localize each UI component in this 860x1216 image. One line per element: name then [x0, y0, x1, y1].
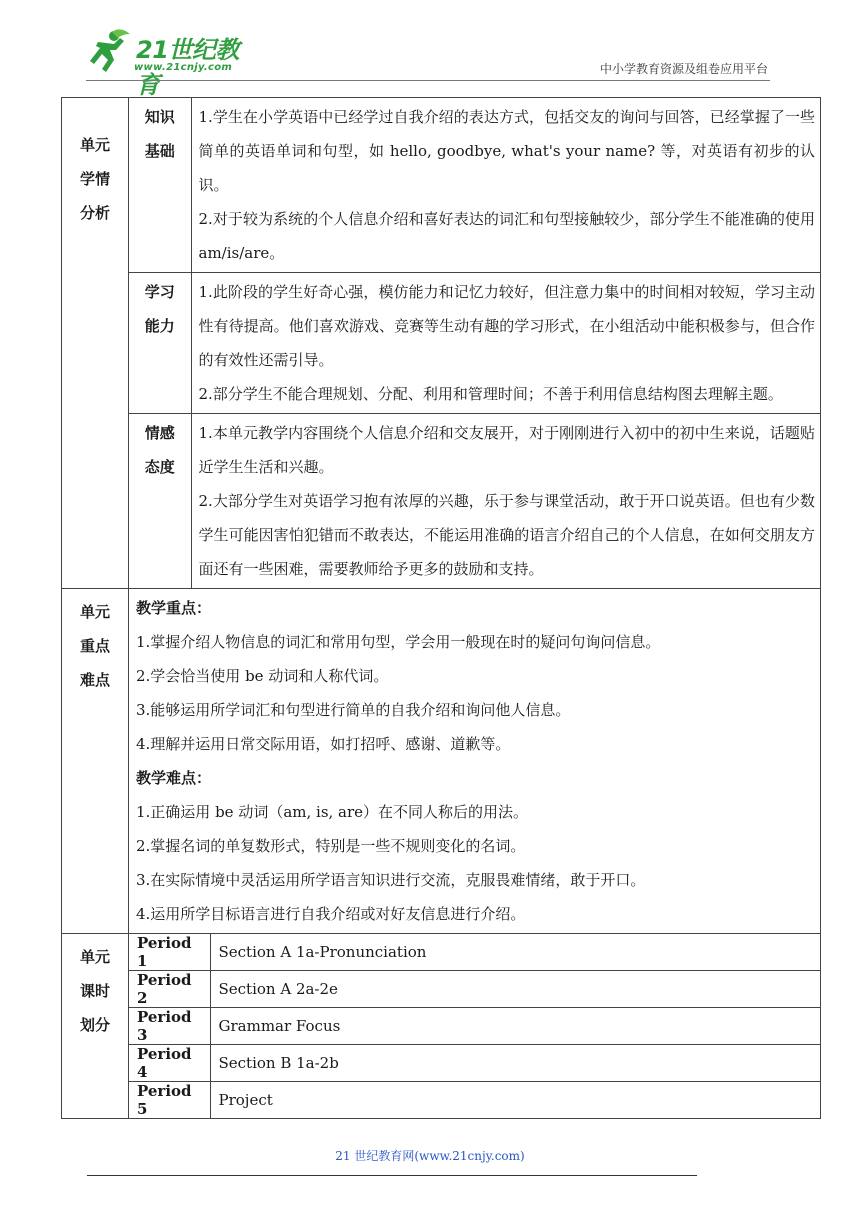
period-row — [129, 971, 821, 1008]
difficult-title: 教学难点： — [136, 769, 212, 787]
knowledge-label: 知识 基础 — [129, 98, 191, 273]
analysis-subtable — [129, 98, 821, 588]
periods-section — [62, 934, 821, 1119]
ability-content — [191, 273, 821, 414]
analysis-row-knowledge — [129, 98, 821, 273]
periods-subtable — [129, 934, 821, 1118]
period-number: Period 1 — [129, 934, 210, 971]
paragraph: 1.此阶段的学生好奇心强，模仿能力和记忆力较好，但注意力集中的时间相对较短，学习主动性有待提高。他们喜欢游戏、竞赛等生动有趣的学习形式，在小组活动中能积极参与，但合作的有效性还需引导。 — [198, 283, 815, 369]
paragraph: 2.部分学生不能合理规划、分配、利用和管理时间；不善于利用信息结构图去理解主题。 — [198, 385, 783, 403]
period-number: Period 5 — [129, 1082, 210, 1119]
analysis-label: 单元 学情 分析 — [62, 98, 129, 589]
knowledge-content — [191, 98, 821, 273]
runner-logo-icon — [84, 28, 132, 74]
difficult-item: 1.正确运用 be 动词（am, is, are）在不同人称后的用法。 — [136, 803, 529, 821]
paragraph: 1.学生在小学英语中已经学过自我介绍的表达方式，包括交友的询问与回答，已经掌握了一些简单的英语单词和句型，如 hello, goodbye, what's your name? 等，对英语有初步的认识。 — [198, 108, 815, 194]
focus-item: 1.掌握介绍人物信息的词汇和常用句型，学会用一般现在时的疑问句询问信息。 — [136, 633, 661, 651]
paragraph: 2.大部分学生对英语学习抱有浓厚的兴趣，乐于参与课堂活动，敢于开口说英语。但也有少数学生可能因害怕犯错而不敢表达，不能运用准确的语言介绍自己的个人信息，在如何交朋友方面还有一些困难，需要教师给予更多的鼓励和支持。 — [198, 492, 815, 578]
period-row — [129, 1045, 821, 1082]
keypoints-content — [129, 589, 821, 934]
keypoints-label: 单元 重点 难点 — [62, 589, 129, 934]
period-row — [129, 1082, 821, 1119]
logo-url: www.21cnjy.com — [134, 62, 233, 73]
period-row — [129, 934, 821, 971]
unit-plan-table — [61, 97, 821, 1119]
attitude-content — [191, 414, 821, 589]
analysis-row-ability — [129, 273, 821, 414]
paragraph: 1.本单元教学内容围绕个人信息介绍和交友展开，对于刚刚进行入初中的初中生来说，话题贴近学生生活和兴趣。 — [198, 424, 815, 476]
period-number: Period 4 — [129, 1045, 210, 1082]
analysis-row-attitude — [129, 414, 821, 589]
periods-label: 单元 课时 划分 — [62, 934, 129, 1119]
difficult-item: 2.掌握名词的单复数形式，特别是一些不规则变化的名词。 — [136, 837, 526, 855]
attitude-label: 情感 态度 — [129, 414, 191, 589]
focus-item: 4.理解并运用日常交际用语，如打招呼、感谢、道歉等。 — [136, 735, 511, 753]
period-content: Project — [210, 1082, 821, 1119]
keypoints-section — [62, 589, 821, 934]
analysis-section — [62, 98, 821, 589]
period-content: Section B 1a-2b — [210, 1045, 821, 1082]
focus-title: 教学重点： — [136, 599, 212, 617]
footer-divider — [87, 1175, 697, 1176]
footer-link[interactable]: 21 世纪教育网(www.21cnjy.com) — [335, 1149, 525, 1163]
difficult-item: 4.运用所学目标语言进行自我介绍或对好友信息进行介绍。 — [136, 905, 526, 923]
difficult-item: 3.在实际情境中灵活运用所学语言知识进行交流，克服畏难情绪，敢于开口。 — [136, 871, 646, 889]
logo-text: 21世纪教育 — [136, 36, 239, 99]
logo — [84, 28, 254, 99]
focus-item: 2.学会恰当使用 be 动词和人称代词。 — [136, 667, 389, 685]
period-content: Section A 1a-Pronunciation — [210, 934, 821, 971]
page-header — [0, 0, 860, 99]
focus-item: 3.能够运用所学词汇和句型进行简单的自我介绍和询问他人信息。 — [136, 701, 571, 719]
ability-label: 学习 能力 — [129, 273, 191, 414]
period-row — [129, 1008, 821, 1045]
period-number: Period 2 — [129, 971, 210, 1008]
period-content: Grammar Focus — [210, 1008, 821, 1045]
period-number: Period 3 — [129, 1008, 210, 1045]
header-divider — [86, 80, 770, 81]
period-content: Section A 2a-2e — [210, 971, 821, 1008]
platform-title: 中小学教育资源及组卷应用平台 — [599, 62, 768, 76]
paragraph: 2.对于较为系统的个人信息介绍和喜好表达的词汇和句型接触较少，部分学生不能准确的使用 am/is/are。 — [198, 210, 815, 262]
